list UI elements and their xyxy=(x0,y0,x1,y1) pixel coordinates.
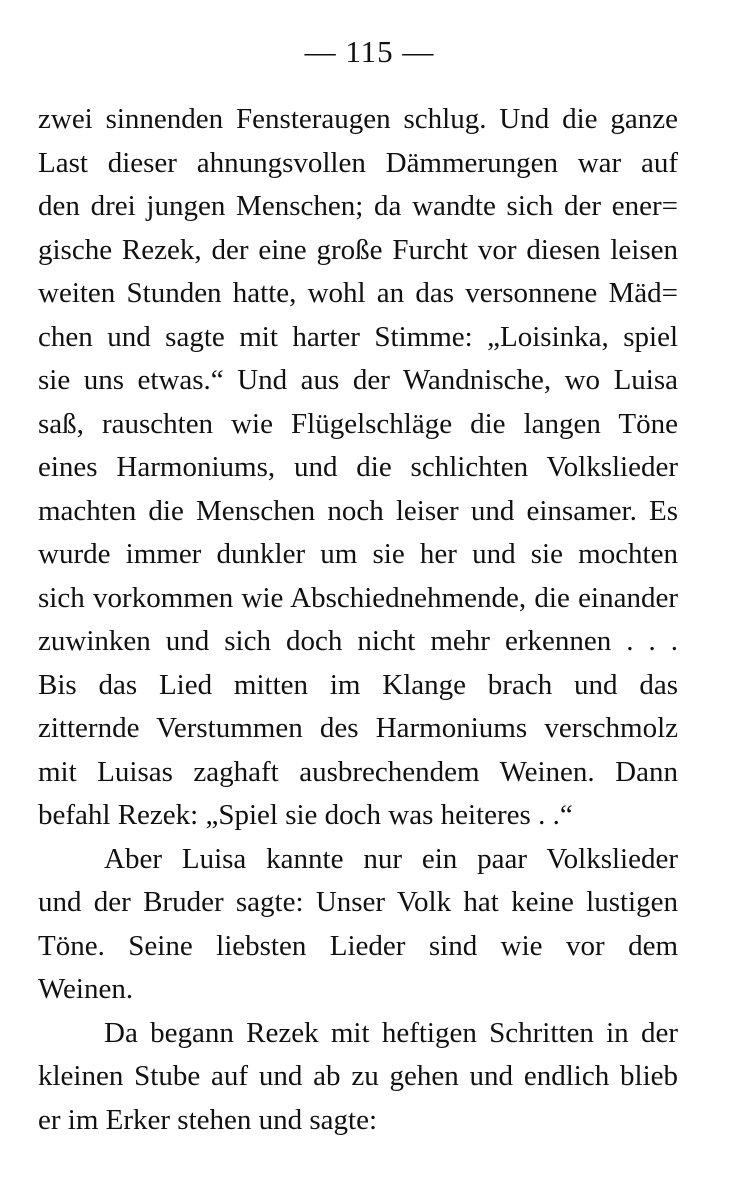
page-number: — 115 — xyxy=(304,34,435,69)
text-line: Bis das Lied mitten im Klange brach und das xyxy=(38,668,678,701)
text-line: mit Luisas zaghaft ausbrechendem Weinen. Dann xyxy=(38,755,678,788)
text-line: Weinen. xyxy=(38,973,134,1005)
text-line: Aber Luisa kannte nur ein paar Volkslieder xyxy=(104,842,678,875)
text-line: Töne. Seine liebsten Lieder sind wie vor dem xyxy=(38,929,678,962)
text-line: Last dieser ahnungsvollen Dämmerungen war auf xyxy=(38,146,678,179)
text-line: gische Rezek, der eine große Furcht vor diesen leisen xyxy=(38,233,678,266)
text-line: sie uns etwas.“ Und aus der Wandnische, wo Luisa xyxy=(38,364,678,396)
text-line: zitternde Verstummen des Harmoniums verschmolz xyxy=(38,712,678,744)
text-line: machten die Menschen noch leiser und einsamer. Es xyxy=(38,494,678,527)
text-line: kleinen Stube auf und ab zu gehen und endlich blieb xyxy=(38,1060,678,1092)
text-line: er im Erker stehen und sagte: xyxy=(38,1103,378,1136)
text-line: zwei sinnenden Fensteraugen schlug. Und die ganze xyxy=(38,103,678,135)
text-line: zuwinken und sich doch nicht mehr erkennen . . . xyxy=(38,625,678,657)
text-line: wurde immer dunkler um sie her und sie mochten xyxy=(38,538,678,570)
text-line: weiten Stunden hatte, wohl an das versonnene Mäd= xyxy=(38,277,678,309)
text-line: den drei jungen Menschen; da wandte sich der ener= xyxy=(38,190,678,222)
text-line: eines Harmoniums, und die schlichten Volkslieder xyxy=(38,451,678,483)
text-line: sich vorkommen wie Abschiednehmende, die einander xyxy=(38,581,678,614)
text-line: chen und sagte mit harter Stimme: „Loisinka, spiel xyxy=(38,320,678,353)
text-line: und der Bruder sagte: Unser Volk hat keine lustigen xyxy=(38,886,678,918)
text-line: saß, rauschten wie Flügelschläge die langen Töne xyxy=(38,407,678,440)
text-line: befahl Rezek: „Spiel sie doch was heiteres . .“ xyxy=(38,799,573,831)
body-text xyxy=(38,98,678,1142)
text-line: Da begann Rezek mit heftigen Schritten in der xyxy=(104,1016,678,1049)
